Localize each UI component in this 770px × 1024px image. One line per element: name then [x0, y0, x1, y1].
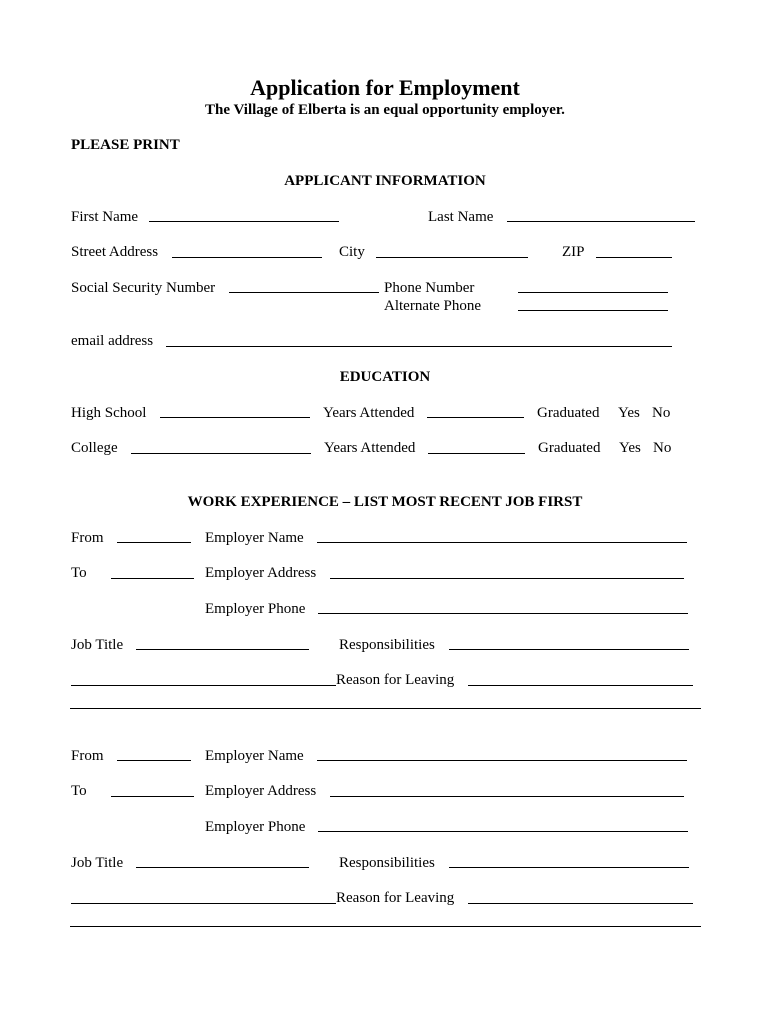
- zip-field[interactable]: [596, 257, 672, 258]
- email-field[interactable]: [166, 346, 672, 347]
- hs-no-option[interactable]: No: [652, 405, 671, 421]
- applicant-info-heading: APPLICANT INFORMATION: [284, 173, 486, 189]
- college-field[interactable]: [131, 453, 311, 454]
- ssn-field[interactable]: [229, 292, 379, 293]
- section-divider: [70, 708, 701, 709]
- college-label: College: [71, 440, 118, 456]
- job1-responsibilities-field[interactable]: [449, 649, 689, 650]
- job1-reason-field[interactable]: [468, 685, 693, 686]
- job1-employer-address-label: Employer Address: [205, 565, 317, 581]
- hs-years-attended-field[interactable]: [427, 417, 524, 418]
- phone-field[interactable]: [518, 292, 668, 293]
- job1-to-field[interactable]: [111, 578, 194, 579]
- job1-from-field[interactable]: [117, 542, 191, 543]
- street-address-label: Street Address: [71, 244, 159, 260]
- job1-responsibilities-cont-field[interactable]: [71, 685, 336, 686]
- job1-responsibilities-label: Responsibilities: [339, 637, 435, 653]
- street-address-field[interactable]: [172, 257, 322, 258]
- ssn-label: Social Security Number: [71, 280, 216, 296]
- please-print-label: PLEASE PRINT: [71, 137, 180, 153]
- education-heading: EDUCATION: [339, 369, 431, 385]
- job2-responsibilities-label: Responsibilities: [339, 855, 435, 871]
- job1-from-label: From: [71, 530, 104, 546]
- job2-responsibilities-field[interactable]: [449, 867, 689, 868]
- job1-reason-label: Reason for Leaving: [336, 672, 455, 688]
- phone-label: Phone Number: [384, 280, 475, 296]
- college-years-attended-field[interactable]: [428, 453, 525, 454]
- college-graduated-label: Graduated: [538, 440, 601, 456]
- job2-employer-name-field[interactable]: [317, 760, 687, 761]
- job2-job-title-label: Job Title: [71, 855, 124, 871]
- college-yes-option[interactable]: Yes: [619, 440, 641, 456]
- hs-years-attended-label: Years Attended: [323, 405, 415, 421]
- job1-employer-name-field[interactable]: [317, 542, 687, 543]
- job1-employer-address-field[interactable]: [330, 578, 684, 579]
- first-name-label: First Name: [71, 209, 139, 225]
- job2-from-field[interactable]: [117, 760, 191, 761]
- job2-from-label: From: [71, 748, 104, 764]
- alt-phone-label: Alternate Phone: [384, 298, 482, 314]
- job2-employer-phone-field[interactable]: [318, 831, 688, 832]
- job2-employer-address-field[interactable]: [330, 796, 684, 797]
- job2-to-field[interactable]: [111, 796, 194, 797]
- last-name-field[interactable]: [507, 221, 695, 222]
- hs-graduated-label: Graduated: [537, 405, 600, 421]
- alt-phone-field[interactable]: [518, 310, 668, 311]
- zip-label: ZIP: [562, 244, 585, 260]
- job2-employer-phone-label: Employer Phone: [205, 819, 306, 835]
- hs-yes-option[interactable]: Yes: [618, 405, 640, 421]
- high-school-field[interactable]: [160, 417, 310, 418]
- college-no-option[interactable]: No: [653, 440, 672, 456]
- email-label: email address: [71, 333, 154, 349]
- job2-reason-label: Reason for Leaving: [336, 890, 455, 906]
- job2-employer-name-label: Employer Name: [205, 748, 304, 764]
- job2-responsibilities-cont-field[interactable]: [71, 903, 336, 904]
- work-experience-heading: WORK EXPERIENCE – LIST MOST RECENT JOB FIRST: [187, 494, 583, 510]
- page-subtitle: The Village of Elberta is an equal opportunity employer.: [205, 102, 565, 118]
- section-divider: [70, 926, 701, 927]
- city-field[interactable]: [376, 257, 528, 258]
- job2-employer-address-label: Employer Address: [205, 783, 317, 799]
- first-name-field[interactable]: [149, 221, 339, 222]
- job1-employer-phone-label: Employer Phone: [205, 601, 306, 617]
- high-school-label: High School: [71, 405, 147, 421]
- job1-employer-phone-field[interactable]: [318, 613, 688, 614]
- job2-reason-field[interactable]: [468, 903, 693, 904]
- page-title: Application for Employment: [250, 75, 520, 100]
- job1-job-title-label: Job Title: [71, 637, 124, 653]
- college-years-attended-label: Years Attended: [324, 440, 416, 456]
- job1-job-title-field[interactable]: [136, 649, 309, 650]
- last-name-label: Last Name: [428, 209, 494, 225]
- city-label: City: [339, 244, 365, 260]
- job2-job-title-field[interactable]: [136, 867, 309, 868]
- job2-to-label: To: [71, 783, 87, 799]
- job1-employer-name-label: Employer Name: [205, 530, 304, 546]
- job1-to-label: To: [71, 565, 87, 581]
